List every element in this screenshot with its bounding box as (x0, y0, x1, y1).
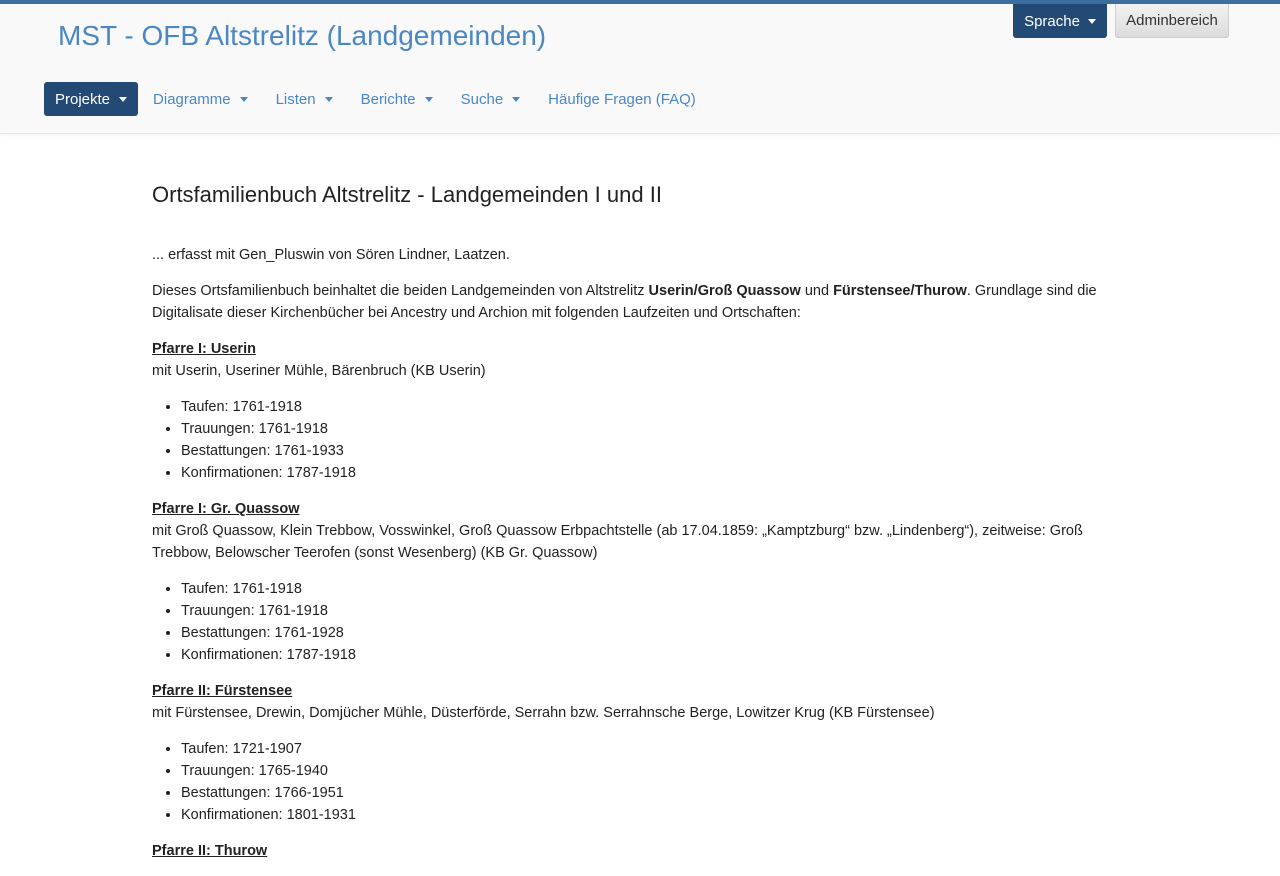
nav-item-faq[interactable] (534, 82, 710, 116)
description-part: . Grundlage sind die Digitalisate dieser Kirchenbücher bei Ancestry und Archion mit folgenden Laufzeiten und Ortschaften: (152, 283, 1097, 321)
section-heading: Pfarre II: Fürstensee (152, 683, 293, 699)
nav-item-diagramme[interactable] (139, 82, 262, 116)
list-item: • Trauungen: 1765-1940 (181, 760, 1127, 782)
description-bold: Userin/Groß Quassow (648, 283, 801, 299)
chevron-down-icon (425, 97, 433, 102)
list-item: • Bestattungen: 1766-1951 (181, 782, 1127, 804)
nav-item-label: Berichte (360, 90, 416, 108)
list-item: • Taufen: 1761-1918 (181, 578, 1127, 600)
main-nav (44, 82, 710, 116)
admin-button[interactable]: Adminbereich (1115, 4, 1229, 38)
list-item: • Taufen: 1761-1918 (181, 396, 1127, 418)
nav-item-projekte[interactable] (44, 82, 138, 116)
list-item: • Konfirmationen: 1801-1931 (181, 804, 1127, 826)
site-title[interactable]: MST - OFB Altstrelitz (Landgemeinden) (58, 20, 547, 51)
section-heading: Pfarre I: Gr. Quassow (152, 501, 300, 517)
language-button-label: Sprache (1024, 12, 1080, 30)
site-header (0, 4, 1280, 134)
section-heading: Pfarre I: Userin (152, 341, 256, 357)
section-description: mit Userin, Useriner Mühle, Bärenbruch (KB Userin) (152, 363, 486, 379)
list-item: • Bestattungen: 1761-1928 (181, 622, 1127, 644)
section-description: mit Groß Quassow, Klein Trebbow, Vosswinkel, Groß Quassow Erbpachtstelle (ab 17.04.1859: „Kamptzburg“ bzw. „Lindenberg“), zeitweise: Groß Trebbow, Belowscher Teerofen (sonst Wesenberg) (KB Gr. Quassow) (152, 523, 1083, 561)
parish-section (152, 338, 1127, 382)
parish-section (152, 680, 1127, 724)
chevron-down-icon (240, 97, 248, 102)
parish-section (152, 498, 1127, 564)
nav-item-label: Diagramme (153, 90, 231, 108)
chevron-down-icon (119, 97, 127, 102)
description-part: und (800, 283, 834, 299)
chevron-down-icon (325, 97, 333, 102)
chevron-down-icon (512, 97, 520, 102)
nav-item-label: Suche (460, 90, 504, 108)
list-item: • Taufen: 1721-1907 (181, 738, 1127, 760)
nav-item-label: Listen (275, 90, 316, 108)
section-description: mit Fürstensee, Drewin, Domjücher Mühle, Düsterförde, Serrahn bzw. Serrahnsche Berge, Lowitzer Krug (KB Fürstensee) (152, 705, 935, 721)
description-part: Dieses Ortsfamilienbuch beinhaltet die beiden Landgemeinden von Altstrelitz (152, 283, 649, 299)
language-button[interactable] (1013, 4, 1107, 38)
nav-item-berichte[interactable] (347, 82, 447, 116)
description-bold: Fürstensee/Thurow (833, 283, 967, 299)
intro-text: ... erfasst mit Gen_Pluswin von Sören Lindner, Laatzen. (152, 247, 510, 263)
main-content (152, 180, 1127, 876)
nav-item-label: Häufige Fragen (FAQ) (548, 90, 696, 108)
section-heading: Pfarre II: Thurow (152, 843, 268, 859)
nav-item-suche[interactable] (447, 82, 535, 116)
records-list (152, 396, 1127, 484)
list-item: • Konfirmationen: 1787-1918 (181, 644, 1127, 666)
nav-item-label: Projekte (55, 90, 111, 108)
page-title: Ortsfamilienbuch Altstrelitz - Landgemeinden I und II (152, 182, 662, 207)
list-item: • Konfirmationen: 1787-1918 (181, 462, 1127, 484)
parish-section (152, 840, 1127, 862)
nav-item-listen[interactable] (262, 82, 347, 116)
list-item: • Trauungen: 1761-1918 (181, 600, 1127, 622)
records-list (152, 738, 1127, 826)
description-text (152, 280, 1127, 324)
chevron-down-icon (1088, 19, 1096, 24)
records-list (152, 578, 1127, 666)
list-item: • Bestattungen: 1761-1933 (181, 440, 1127, 462)
list-item: • Trauungen: 1761-1918 (181, 418, 1127, 440)
